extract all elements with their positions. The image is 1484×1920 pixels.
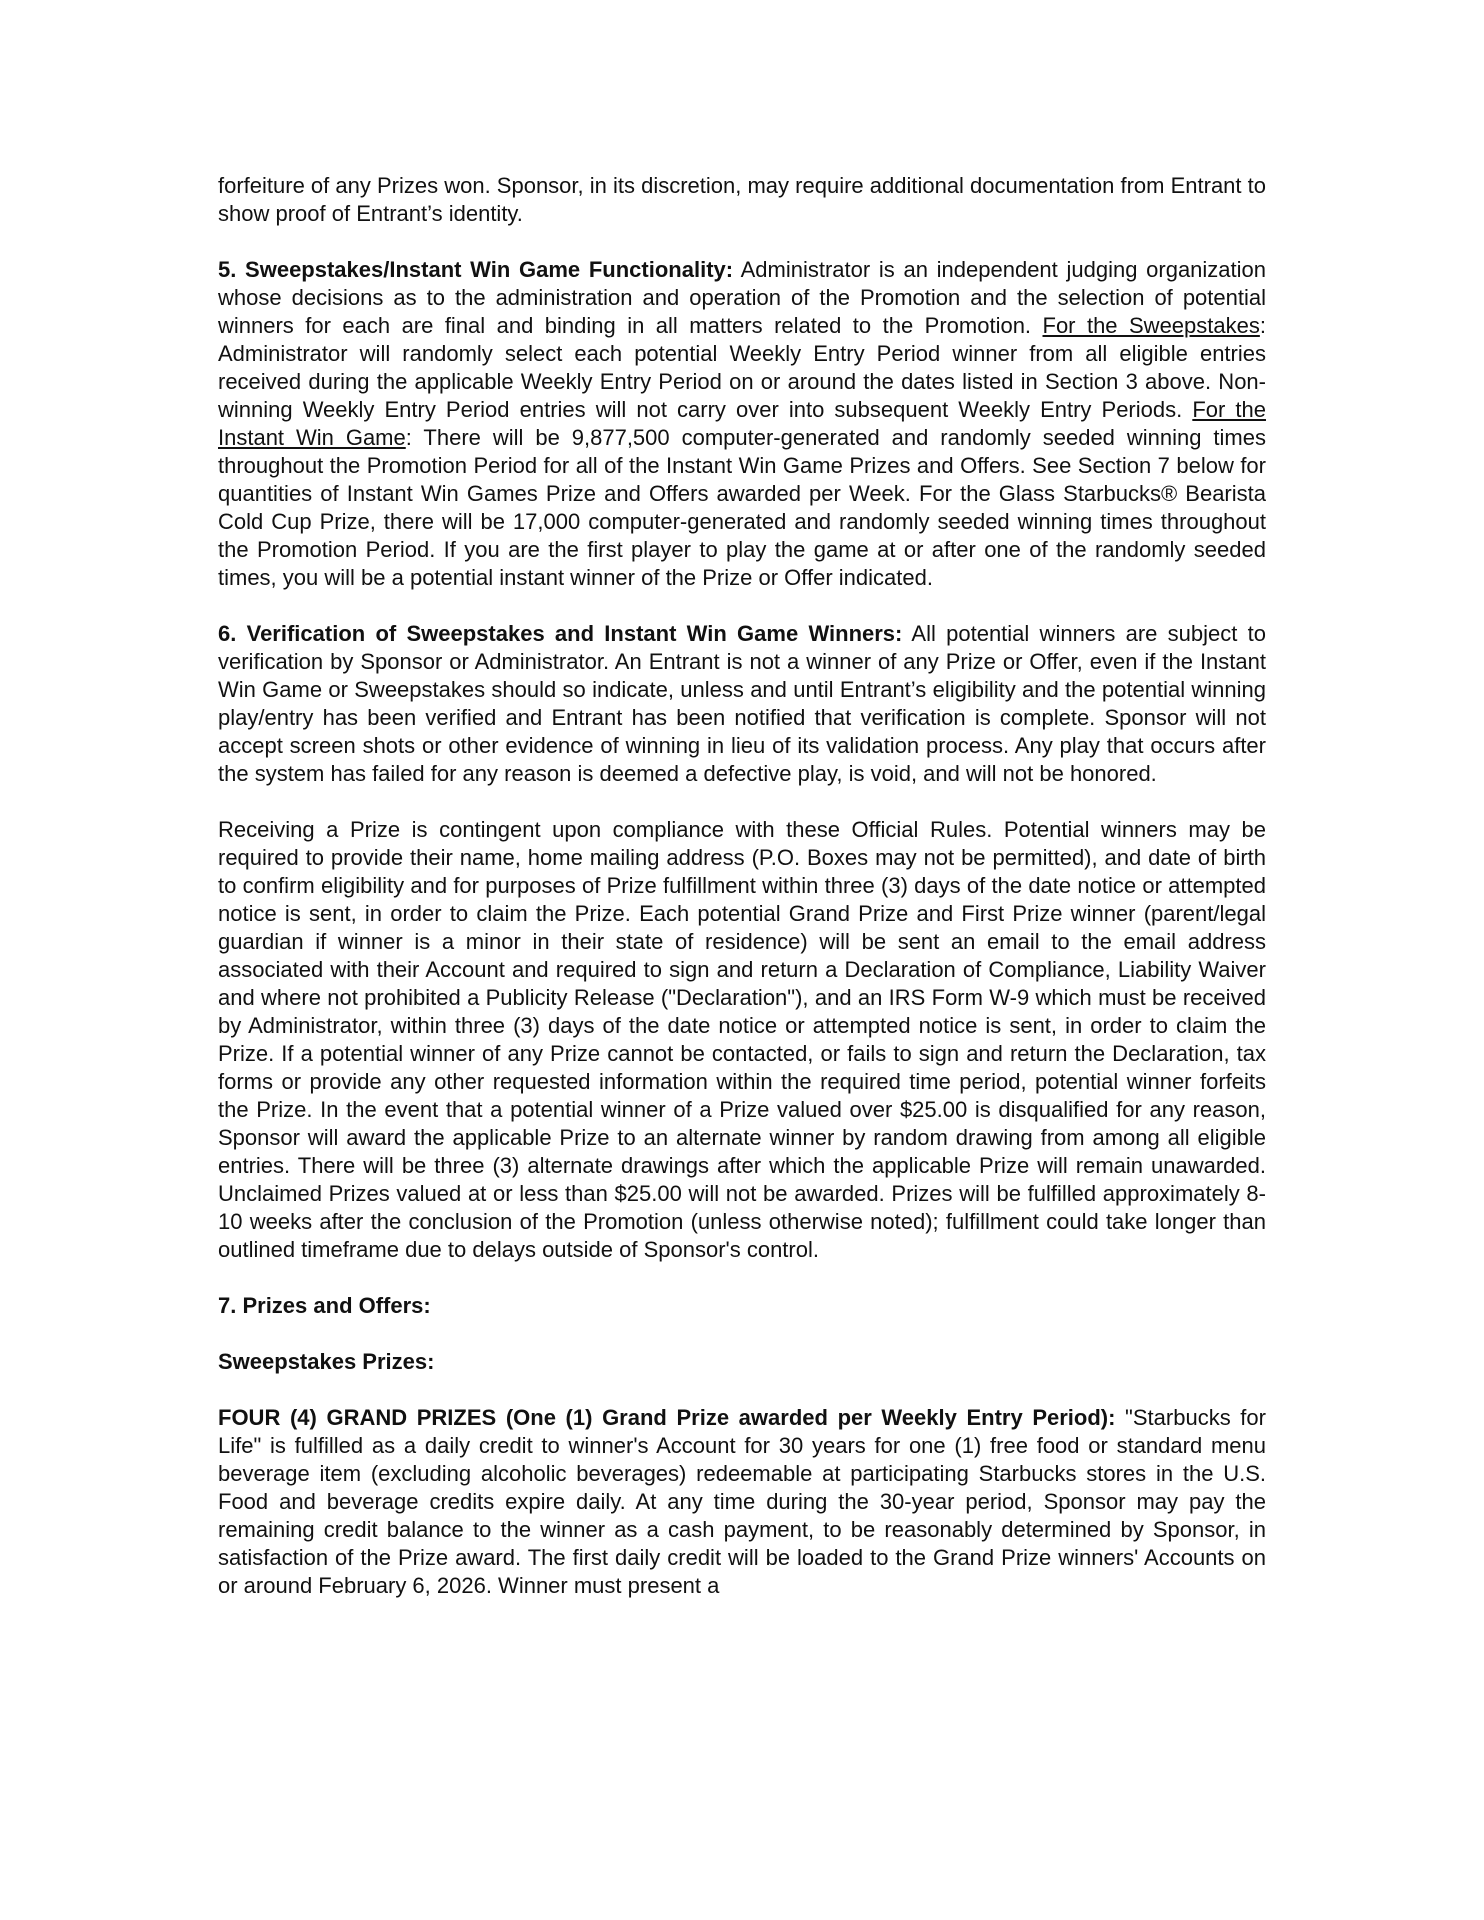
sweepstakes-prizes-heading: Sweepstakes Prizes: — [218, 1349, 435, 1374]
section-6 — [218, 620, 1266, 788]
section-6-heading: 6. Verification of Sweepstakes and Instant Win Game Winners: — [218, 621, 903, 646]
section-5 — [218, 256, 1266, 592]
section-7-heading: 7. Prizes and Offers: — [218, 1293, 431, 1318]
document-page — [218, 172, 1266, 1600]
section-5-text-3: : There will be 9,877,500 computer-generated and randomly seeded winning times throughout the Promotion Period for all of the Instant Win Game Prizes and Offers. See Section 7 below for quantities of Instant Win Games Prize and Offers awarded per Week. For the Glass Starbucks® Bearista Cold Cup Prize, there will be 17,000 computer-generated and randomly seeded winning times throughout the Promotion Period. If you are the first player to play the game at or after one of the randomly seeded times, you will be a potential instant winner of the Prize or Offer indicated. — [218, 425, 1266, 590]
section-5-text-1: Administrator is an independent judging organization whose decisions as to the administration and operation of the Promotion and the selection of potential winners for each are final and binding in all matters related to the Promotion. — [218, 257, 1267, 338]
section-5-heading: 5. Sweepstakes/Instant Win Game Functionality: — [218, 257, 734, 282]
for-the-instant-win-game-label: For the Instant Win Game — [218, 397, 1266, 450]
section-6-text: All potential winners are subject to verification by Sponsor or Administrator. An Entrant is not a winner of any Prize or Offer, even if the Instant Win Game or Sweepstakes should so indicate, unless and until Entrant’s eligibility and the potential winning play/entry has been verified and Entrant has been notified that verification is complete. Sponsor will not accept screen shots or other evidence of winning in lieu of its validation process. Any play that occurs after the system has failed for any reason is deemed a defective play, is void, and will not be honored. — [218, 621, 1266, 786]
paragraph-intro: forfeiture of any Prizes won. Sponsor, in its discretion, may require additional documentation from Entrant to show proof of Entrant’s identity. — [218, 173, 1266, 226]
for-the-sweepstakes-label: For the Sweepstakes — [1042, 313, 1260, 338]
grand-prizes-text: "Starbucks for Life" is fulfilled as a daily credit to winner's Account for 30 years for one (1) free food or standard menu beverage item (excluding alcoholic beverages) redeemable at participating Starbucks stores in the U.S. Food and beverage credits expire daily. At any time during the 30-year period, Sponsor may pay the remaining credit balance to the winner as a cash payment, to be reasonably determined by Sponsor, in satisfaction of the Prize award. The first daily credit will be loaded to the Grand Prize winners' Accounts on or around February 6, 2026. Winner must present a — [218, 1405, 1266, 1598]
section-5-text-2: : Administrator will randomly select each potential Weekly Entry Period winner from all eligible entries received during the applicable Weekly Entry Period on or around the dates listed in Section 3 above. Non-winning Weekly Entry Period entries will not carry over into subsequent Weekly Entry Periods. — [218, 313, 1266, 422]
paragraph-receiving-prize: Receiving a Prize is contingent upon compliance with these Official Rules. Potential winners may be required to provide their name, home mailing address (P.O. Boxes may not be permitted), and date of birth to confirm eligibility and for purposes of Prize fulfillment within three (3) days of the date notice or attempted notice is sent, in order to claim the Prize. Each potential Grand Prize and First Prize winner (parent/legal guardian if winner is a minor in their state of residence) will be sent an email to the email address associated with their Account and required to sign and return a Declaration of Compliance, Liability Waiver and where not prohibited a Publicity Release ("Declaration"), and an IRS Form W-9 which must be received by Administrator, within three (3) days of the date notice or attempted notice is sent, in order to claim the Prize. If a potential winner of any Prize cannot be contacted, or fails to sign and return the Declaration, tax forms or provide any other requested information within the required time period, potential winner forfeits the Prize. In the event that a potential winner of a Prize valued over $25.00 is disqualified for any reason, Sponsor will award the applicable Prize to an alternate winner by random drawing from among all eligible entries. There will be three (3) alternate drawings after which the applicable Prize will remain unawarded. Unclaimed Prizes valued at or less than $25.00 will not be awarded. Prizes will be fulfilled approximately 8-10 weeks after the conclusion of the Promotion (unless otherwise noted); fulfillment could take longer than outlined timeframe due to delays outside of Sponsor's control. — [218, 817, 1266, 1262]
grand-prizes-heading: FOUR (4) GRAND PRIZES (One (1) Grand Prize awarded per Weekly Entry Period): — [218, 1405, 1116, 1430]
grand-prizes-paragraph — [218, 1404, 1266, 1600]
